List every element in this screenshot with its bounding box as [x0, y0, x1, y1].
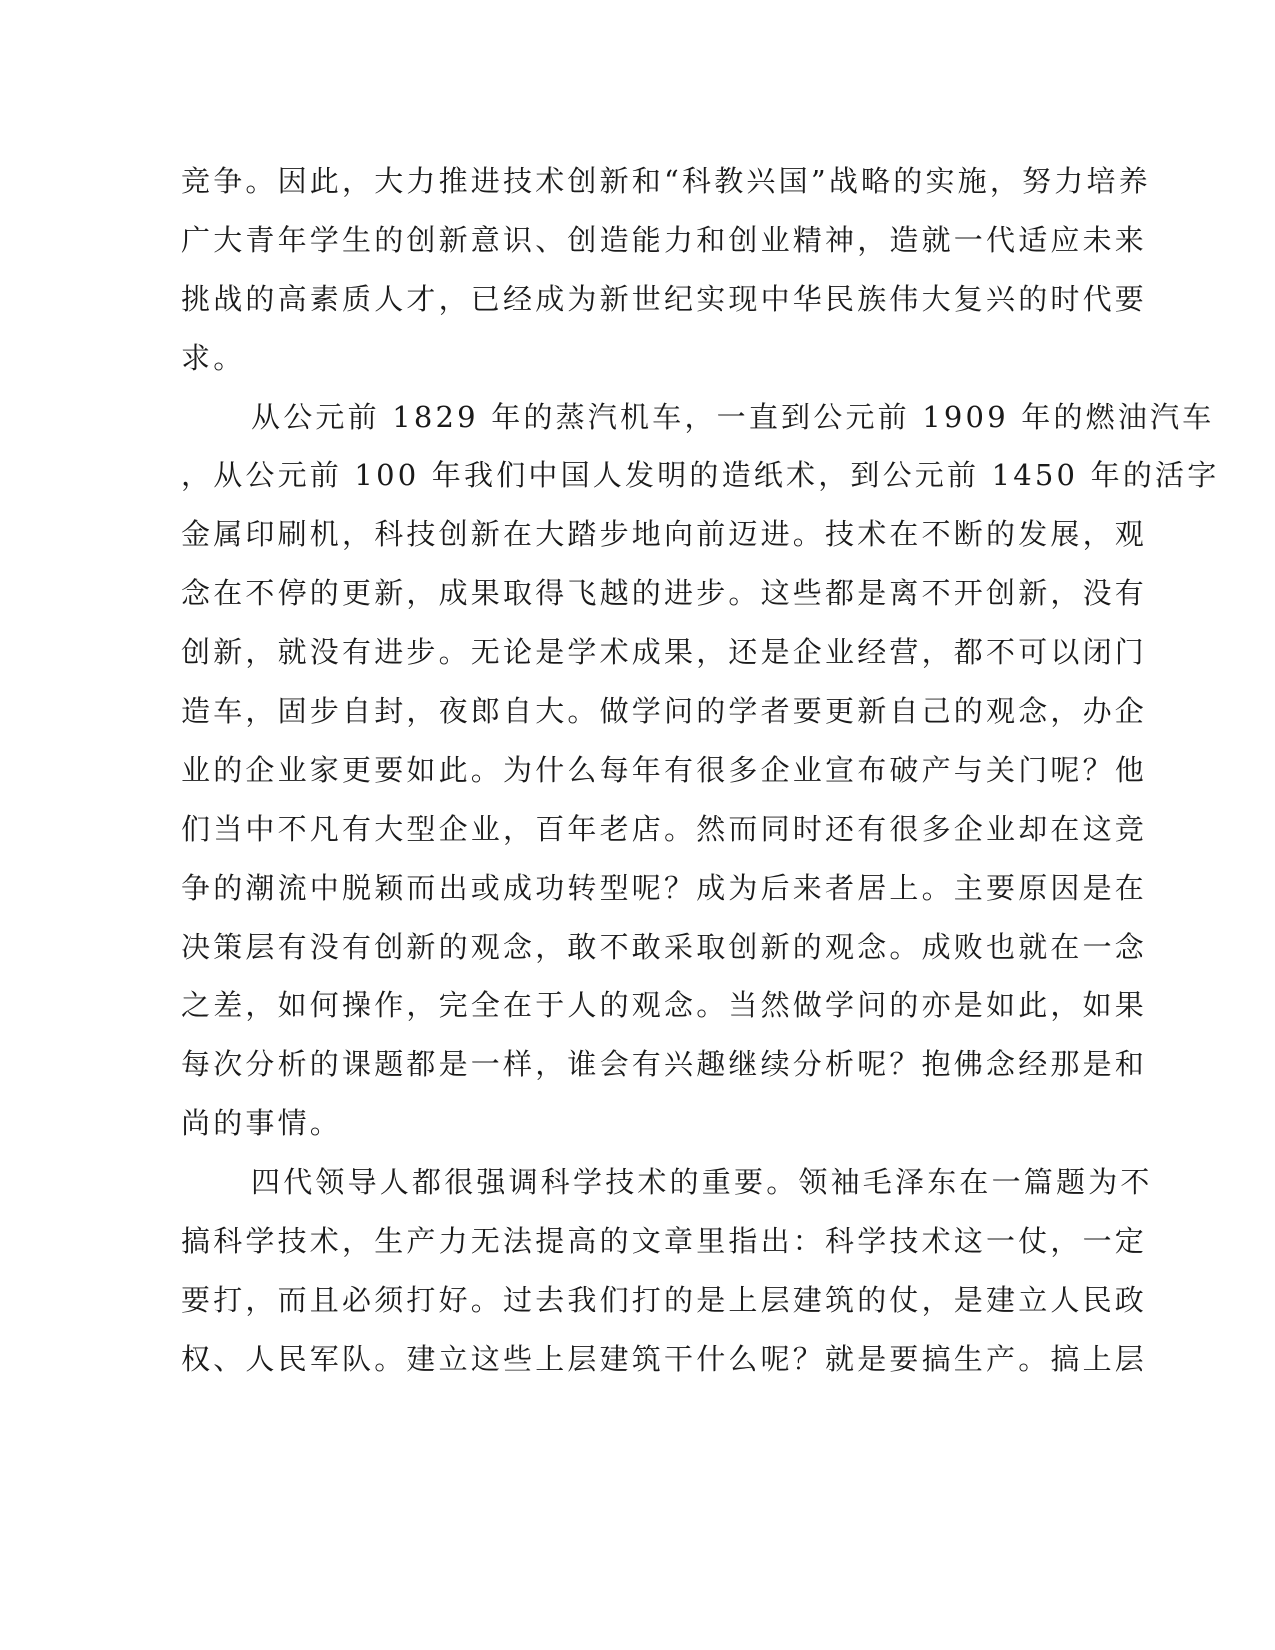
text-line: 业的企业家更要如此。为什么每年有很多企业宣布破产与关门呢？他	[181, 752, 1148, 787]
text-line: 求。	[181, 340, 246, 375]
text-line: 决策层有没有创新的观念，敢不敢采取创新的观念。成败也就在一念	[181, 929, 1148, 964]
text-line: 挑战的高素质人才，已经成为新世纪实现中华民族伟大复兴的时代要	[181, 281, 1148, 316]
body-text	[181, 152, 1220, 1389]
text-line: 尚的事情。	[181, 1106, 343, 1141]
text-line: 念在不停的更新，成果取得飞越的进步。这些都是离不开创新，没有	[181, 576, 1148, 611]
text-line: 们当中不凡有大型企业，百年老店。然而同时还有很多企业却在这竞	[181, 811, 1148, 846]
text-line: 广大青年学生的创新意识、创造能力和创业精神，造就一代适应未来	[181, 222, 1148, 257]
text-line: 造车，固步自封，夜郎自大。做学问的学者要更新自己的观念，办企	[181, 694, 1148, 729]
text-line: 之差，如何操作，完全在于人的观念。当然做学问的亦是如此，如果	[181, 988, 1148, 1023]
text-line: 四代领导人都很强调科学技术的重要。领袖毛泽东在一篇题为不	[251, 1165, 1153, 1200]
text-line: 争的潮流中脱颖而出或成功转型呢？成为后来者居上。主要原因是在	[181, 870, 1148, 905]
text-line: 竞争。因此，大力推进技术创新和“科教兴国”战略的实施，努力培养	[181, 164, 1151, 198]
text-line: 创新，就没有进步。无论是学术成果，还是企业经营，都不可以闭门	[181, 635, 1148, 670]
text-line: 金属印刷机，科技创新在大踏步地向前迈进。技术在不断的发展，观	[181, 517, 1148, 552]
text-line: ，从公元前 100 年我们中国人发明的造纸术，到公元前 1450 年的活字	[181, 458, 1220, 493]
text-line: 权、人民军队。建立这些上层建筑干什么呢？就是要搞生产。搞上层	[181, 1341, 1148, 1376]
text-line: 搞科学技术，生产力无法提高的文章里指出：科学技术这一仗，一定	[181, 1224, 1148, 1259]
text-line: 每次分析的课题都是一样，谁会有兴趣继续分析呢？抱佛念经那是和	[181, 1047, 1148, 1082]
text-line: 从公元前 1829 年的蒸汽机车，一直到公元前 1909 年的燃油汽车	[251, 399, 1215, 434]
text-line: 要打，而且必须打好。过去我们打的是上层建筑的仗，是建立人民政	[181, 1282, 1148, 1317]
